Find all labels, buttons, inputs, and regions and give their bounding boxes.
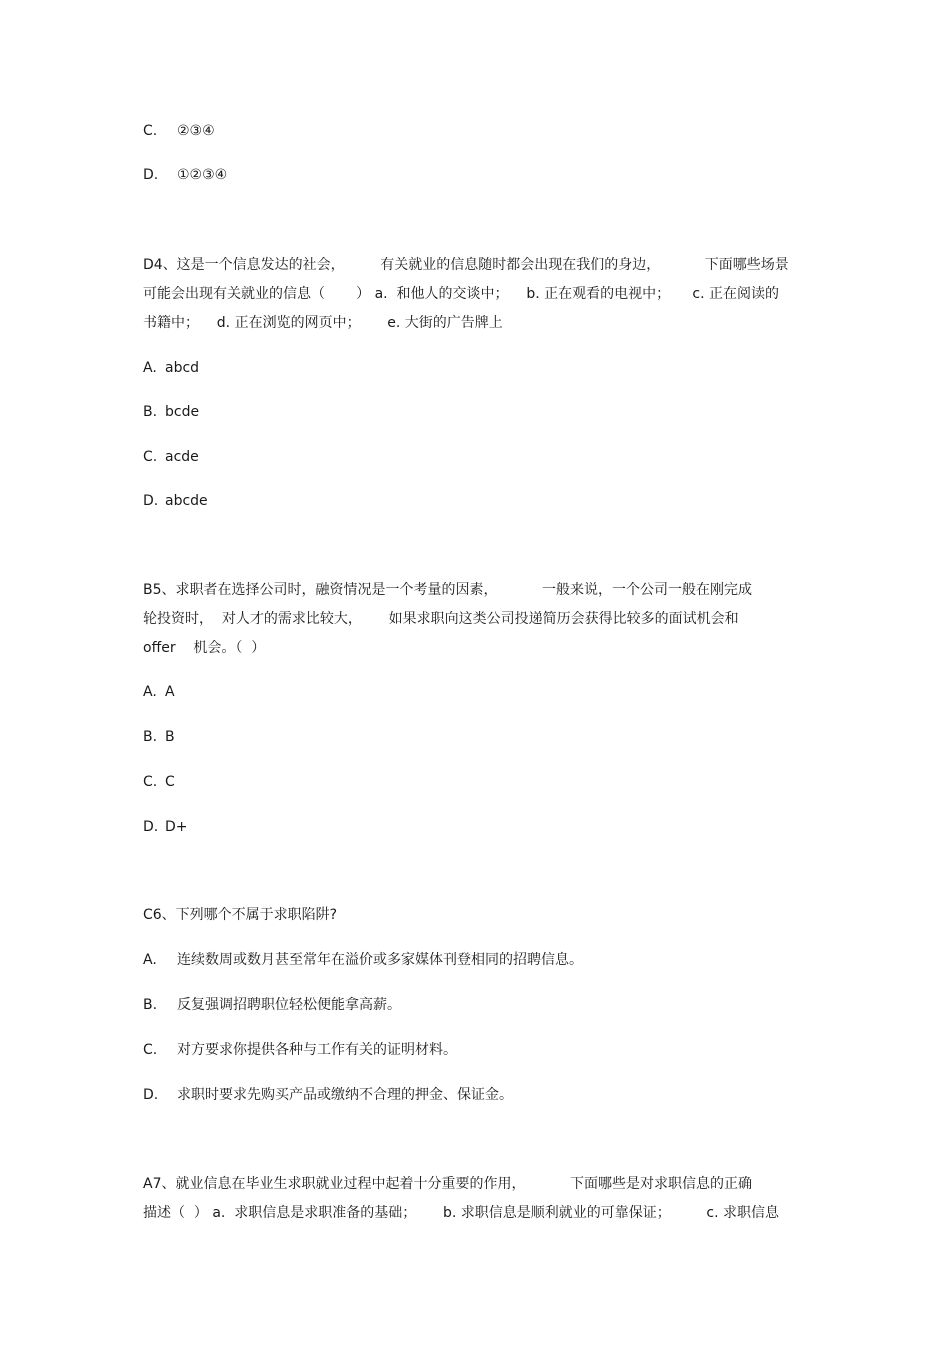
option-d bbox=[143, 165, 227, 185]
option-text: D+ bbox=[165, 819, 188, 835]
option-text: 反复强调招聘职位轻松便能拿高薪。 bbox=[177, 997, 401, 1013]
option-key: D. bbox=[143, 493, 159, 509]
option-key: A. bbox=[143, 360, 157, 376]
question-7-line-1: A7、就业信息在毕业生求职就业过程中起着十分重要的作用， 下面哪些是对求职信息的正确 bbox=[143, 1176, 752, 1192]
option-key: C. bbox=[143, 449, 158, 465]
option-b bbox=[143, 995, 401, 1015]
option-c bbox=[143, 121, 215, 141]
option-key: B. bbox=[143, 729, 158, 745]
option-text: ①②③④ bbox=[177, 167, 228, 183]
question-5-line-3: offer 机会。（ ） bbox=[143, 640, 266, 656]
option-text: acde bbox=[165, 449, 199, 465]
option-key: D. bbox=[143, 1087, 159, 1103]
option-d bbox=[143, 1085, 513, 1105]
question-4-line-2: 可能会出现有关就业的信息（ ） a. 和他人的交谈中； b. 正在观看的电视中； c. 正在阅读的 bbox=[143, 286, 779, 302]
option-key: D. bbox=[143, 819, 159, 835]
option-text: 连续数周或数月甚至常年在溢价或多家媒体刊登相同的招聘信息。 bbox=[177, 952, 583, 968]
option-b bbox=[143, 402, 199, 422]
question-4-line-3: 书籍中； d. 正在浏览的网页中； e. 大街的广告牌上 bbox=[143, 315, 503, 331]
option-d bbox=[143, 817, 188, 837]
option-a bbox=[143, 950, 583, 970]
option-d bbox=[143, 491, 208, 511]
question-6-line-1: C6、下列哪个不属于求职陷阱? bbox=[143, 907, 338, 923]
option-a bbox=[143, 682, 175, 702]
option-a bbox=[143, 358, 199, 378]
option-key: B. bbox=[143, 997, 158, 1013]
option-text: bcde bbox=[165, 404, 200, 420]
question-7-line-2: 描述（ ） a. 求职信息是求职准备的基础； b. 求职信息是顺利就业的可靠保证； c. 求职信息 bbox=[143, 1205, 779, 1221]
option-key: D. bbox=[143, 167, 159, 183]
option-b bbox=[143, 727, 175, 747]
question-5-line-2: 轮投资时， 对人才的需求比较大， 如果求职向这类公司投递简历会获得比较多的面试机会和 bbox=[143, 611, 739, 627]
option-key: C. bbox=[143, 123, 158, 139]
option-c bbox=[143, 447, 199, 467]
option-text: A bbox=[165, 684, 175, 700]
option-text: abcde bbox=[165, 493, 208, 509]
option-key: A. bbox=[143, 684, 157, 700]
option-key: C. bbox=[143, 774, 158, 790]
option-c bbox=[143, 1040, 457, 1060]
option-text: abcd bbox=[165, 360, 200, 376]
option-key: A. bbox=[143, 952, 157, 968]
question-4-line-1: D4、这是一个信息发达的社会， 有关就业的信息随时都会出现在我们的身边， 下面哪些场景 bbox=[143, 257, 789, 273]
option-text: C bbox=[165, 774, 175, 790]
question-5-line-1: B5、求职者在选择公司时，融资情况是一个考量的因素， 一般来说，一个公司一般在刚完成 bbox=[143, 582, 753, 598]
option-text: B bbox=[165, 729, 175, 745]
option-text: ②③④ bbox=[177, 123, 215, 139]
option-text: 求职时要求先购买产品或缴纳不合理的押金、保证金。 bbox=[177, 1087, 513, 1103]
option-key: C. bbox=[143, 1042, 158, 1058]
option-key: B. bbox=[143, 404, 158, 420]
option-c bbox=[143, 772, 175, 792]
option-text: 对方要求你提供各种与工作有关的证明材料。 bbox=[177, 1042, 457, 1058]
